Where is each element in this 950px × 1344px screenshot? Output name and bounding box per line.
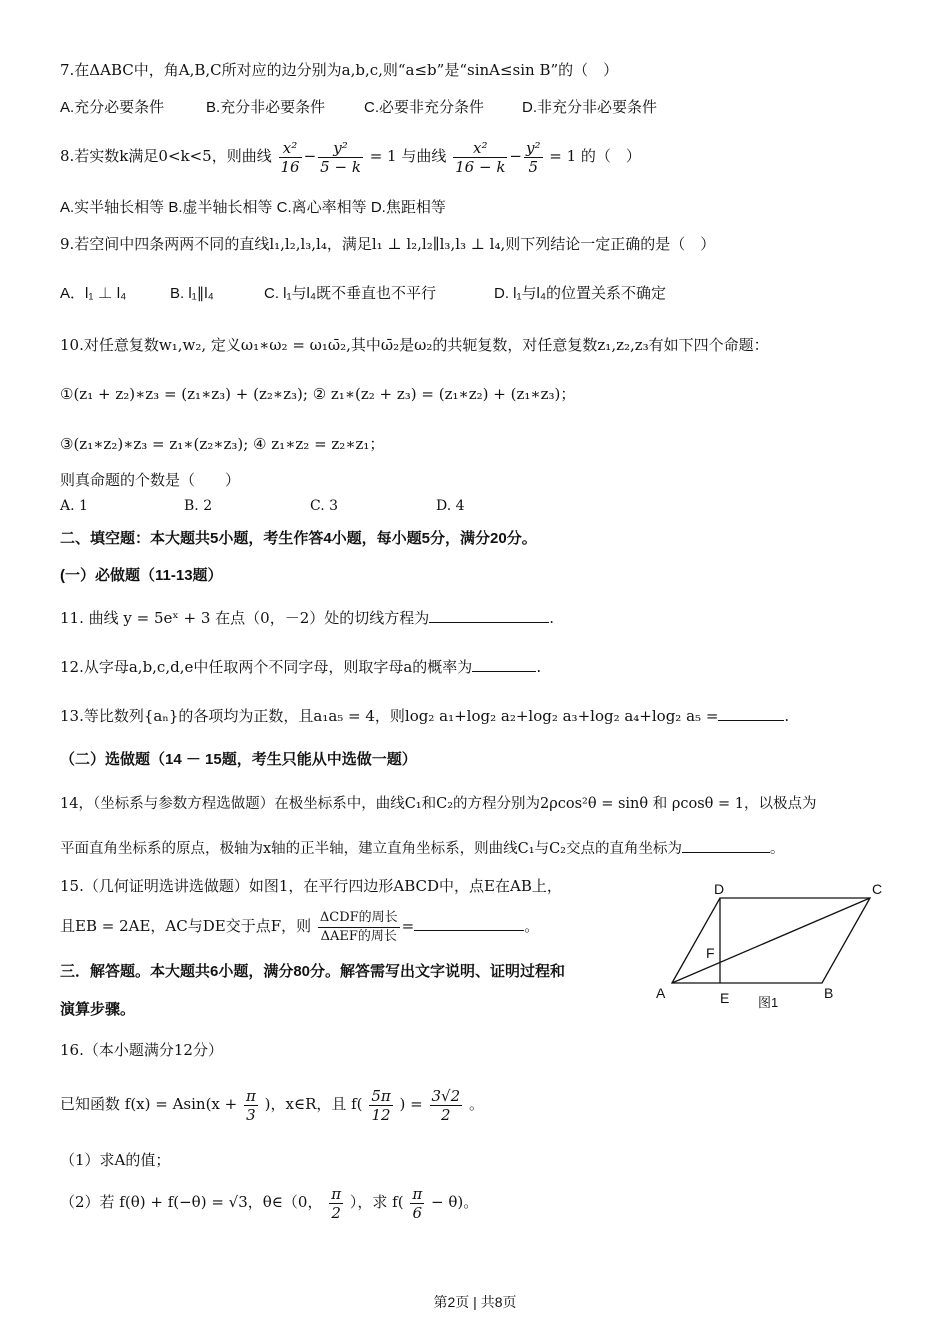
q16-part2-mid: ），求 f( <box>349 1193 404 1211</box>
q12-end: . <box>536 658 542 676</box>
q7-option-a: A.充分必要条件 <box>60 99 165 116</box>
q7-options <box>60 98 657 118</box>
q16-fraction: $\frac{\pi}{2}$ <box>331 1184 342 1222</box>
q10-line1: ①(z₁ + z₂)∗z₃ = (z₁∗z₃) + (z₂∗z₃); ② z₁∗(z₂ + z₃) = (z₁∗z₂) + (z₁∗z₃)； <box>60 385 576 403</box>
q8-options: A.实半轴长相等 B.虚半轴长相等 C.离心率相等 D.焦距相等 <box>60 199 446 216</box>
q9-option-a: A．l₁ ⊥ l₄ <box>60 285 127 302</box>
q14-end: 。 <box>770 841 785 857</box>
q14-line1: 14，（坐标系与参数方程选做题）在极坐标系中，曲线C₁和C₂的方程分别为2ρcos²θ = sinθ 和 ρcosθ = 1，以极点为 <box>60 796 817 812</box>
q8-prefix: 8.若实数k满足0<k<5，则曲线 <box>60 147 272 165</box>
q10-options <box>60 496 465 516</box>
page-footer: 第2页 | 共8页 <box>433 1294 517 1310</box>
q16-given-mid: )，x∈R，且 f( <box>264 1095 363 1113</box>
q16-part2-prefix: （2）若 f(θ) + f(−θ) = √3，θ∈（0， <box>60 1193 323 1211</box>
q16-fraction: $\frac{3√2}{2}$ <box>431 1086 461 1124</box>
label-f: F <box>706 945 715 961</box>
label-e: E <box>720 990 730 1006</box>
q16-given-eq: ) = <box>399 1095 423 1113</box>
q9-option-b: B. l₁∥l₄ <box>170 285 214 302</box>
q10-option-d: D. 4 <box>436 498 465 514</box>
q9-option-c: C. l₁与l₄既不垂直也不平行 <box>264 285 437 302</box>
q15-fraction: $\frac{\text{ΔCDF的周长}}{\text{ΔAEF的周长}}$ <box>319 909 398 944</box>
q8-suffix: = 1 的（ ） <box>549 147 641 165</box>
q16-part1: （1）求A的值； <box>60 1151 171 1169</box>
q11-text: 11. 曲线 y = 5eˣ + 3 在点（0，－2）处的切线方程为 <box>60 609 430 627</box>
q14-answer-blank[interactable] <box>682 838 770 853</box>
q15-equals: = <box>401 917 415 935</box>
q8-fraction: $\frac{\text{x²}}{16 - k}$ <box>455 138 506 176</box>
q7-option-d: D.非充分非必要条件 <box>522 99 658 116</box>
q8-fraction: $\frac{\text{x²}}{16}$ <box>280 138 300 176</box>
q13 <box>60 706 789 726</box>
q8-fraction: $\frac{\text{y²}}{5}$ <box>526 138 541 176</box>
figure-caption: 图1 <box>758 995 779 1010</box>
q13-end: . <box>784 707 790 725</box>
q13-text: 13.等比数列{aₙ}的各项均为正数，且a₁a₅ = 4，则log₂ a₁+log₂ a₂+log₂ a₃+log₂ a₄+log₂ a₅ = <box>60 707 719 725</box>
label-c: C <box>872 881 883 897</box>
q12-text: 12.从字母a,b,c,d,e中任取两个不同字母，则取字母a的概率为 <box>60 658 473 676</box>
section3-line1: 三．解答题。本大题共6小题，满分80分。解答需写出文字说明、证明过程和 <box>60 963 566 980</box>
q16-given <box>60 1084 484 1124</box>
section2-required: (一）必做题（11-13题） <box>60 567 223 584</box>
q10-option-c: C. 3 <box>310 498 339 514</box>
q16-header: 16.（本小题满分12分） <box>60 1041 223 1059</box>
q8-fraction: $\frac{\text{y²}}{5 - k}$ <box>320 138 361 176</box>
q10-line2: ③(z₁∗z₂)∗z₃ = z₁∗(z₂∗z₃); ④ z₁∗z₂ = z₂∗z₁； <box>60 435 385 453</box>
q9-options <box>60 284 666 304</box>
q14-text: 平面直角坐标系的原点，极轴为x轴的正半轴，建立直角坐标系，则曲线C₁与C₂交点的直角坐标为 <box>60 841 682 857</box>
q16-given-end: 。 <box>468 1095 484 1113</box>
q15-line1: 15.（几何证明选讲选做题）如图1，在平行四边形ABCD中，点E在AB上， <box>60 877 562 895</box>
q16-part2 <box>60 1182 478 1222</box>
q15-prefix: 且EB = 2AE，AC与DE交于点F，则 <box>60 917 312 935</box>
figure-1-parallelogram <box>650 876 890 1016</box>
diagonal-ac <box>672 898 870 983</box>
q9-option-d: D. l₁与l₄的位置关系不确定 <box>494 285 667 302</box>
q11 <box>60 608 554 628</box>
q15-end: 。 <box>524 917 540 935</box>
q10-stem: 10.对任意复数w₁,w₂, 定义ω₁∗ω₂ = ω₁ω̄₂,其中ω̄₂是ω₂的共轭复数，对任意复数z₁,z₂,z₃有如下四个命题： <box>60 336 769 354</box>
q16-given-prefix: 已知函数 f(x) = Asin(x + <box>60 1095 238 1113</box>
q16-fraction: $\frac{5\pi}{12}$ <box>371 1086 391 1124</box>
q13-answer-blank[interactable] <box>718 706 784 721</box>
q7-option-b: B.充分非必要条件 <box>206 99 326 116</box>
q11-end: . <box>549 609 555 627</box>
label-d: D <box>714 881 725 897</box>
q8-stem: 8.若实数k满足0<k<5，则曲线 $\frac{\text{x²}}{16}$ − $\frac{\text{y²}}{5 - k}$ = 1 与曲线 $\frac{\text{x²}}{16 - k}$ − $\frac{\text{y²}}{5}$ = 1 的（ ） <box>60 138 641 176</box>
q7-stem: 7.在ΔABC中，角A,B,C所对应的边分别为a,b,c,则“a≤b”是“sinA≤sin B”的（ ） <box>60 61 619 79</box>
q15-answer-blank[interactable] <box>414 916 524 931</box>
q8-mid: = 1 与曲线 <box>369 147 447 165</box>
q12 <box>60 657 541 677</box>
q15-line2 <box>60 906 539 946</box>
q10-option-a: A. 1 <box>60 498 88 514</box>
section2-optional: （二）选做题（14 － 15题，考生只能从中选做一题） <box>60 751 417 768</box>
q16-fraction: $\frac{\pi}{6}$ <box>412 1184 423 1222</box>
q14-line2 <box>60 838 785 859</box>
label-b: B <box>824 985 834 1001</box>
label-a: A <box>656 985 666 1001</box>
q16-part2-end: − θ)。 <box>430 1193 479 1211</box>
section2-title: 二、填空题：本大题共5小题，考生作答4小题，每小题5分，满分20分。 <box>60 530 537 547</box>
section3-line2: 演算步骤。 <box>60 1001 136 1018</box>
q7-option-c: C.必要非充分条件 <box>364 99 485 116</box>
q11-answer-blank[interactable] <box>429 608 549 623</box>
q12-answer-blank[interactable] <box>472 657 536 672</box>
q9-stem: 9.若空间中四条两两不同的直线l₁,l₂,l₃,l₄，满足l₁ ⊥ l₂,l₂∥l₃,l₃ ⊥ l₄,则下列结论一定正确的是（ ） <box>60 235 716 253</box>
q10-ask: 则真命题的个数是（ ） <box>60 472 241 489</box>
q16-fraction: $\frac{\pi}{3}$ <box>246 1086 256 1124</box>
q10-option-b: B. 2 <box>184 498 213 514</box>
